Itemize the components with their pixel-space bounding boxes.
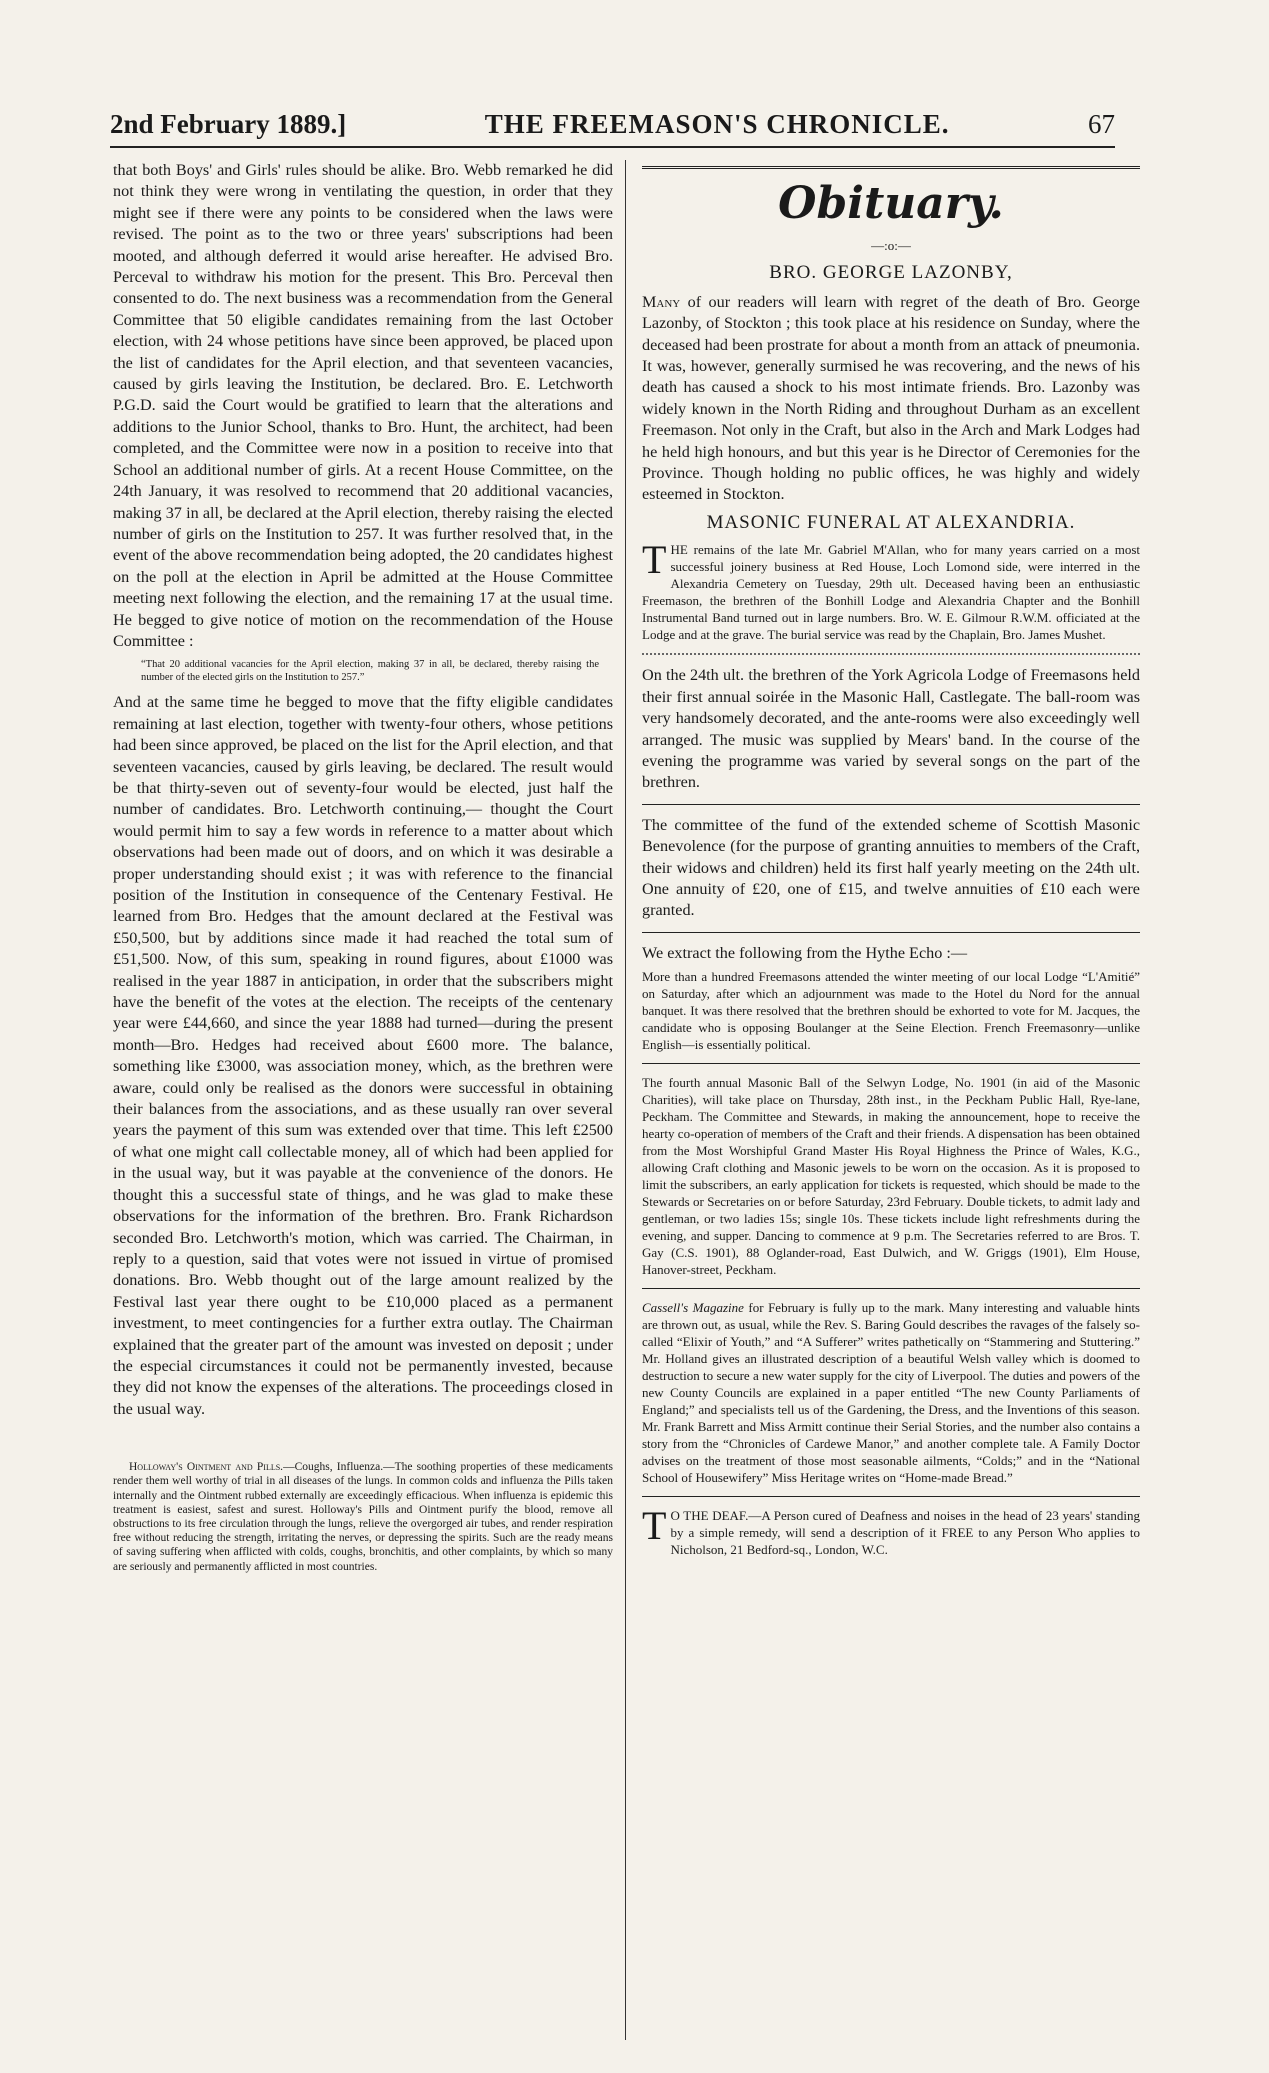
motion-quote: “That 20 additional vacancies for the April election, making 37 in all, be declared, thereby raising the number of the elected girls on the Institution to 257.” xyxy=(141,659,599,684)
section-rule-5 xyxy=(642,1288,1140,1289)
section-rule xyxy=(642,166,1140,169)
deaf-dropcap: T xyxy=(642,1503,667,1549)
holloway-ad-body: —Coughs, Influenza.—The soothing properties of these medicaments render them well worthy of trial in all diseases of the lungs. In common colds and influenza the Pills taken internally and the Ointment rubbed externally are exceedingly efficacious. When influenza is epidemic this treatment is easiest, safest and surest. Holloway's Pills and Ointment purify the blood, remove all obstructions to its free circulation through the lungs, relieve the overgorged air tubes, and render respiration free without reducing the strength, irritating the nerves, or depressing the spirits. Such are the ready means of saving suffering when afflicted with colds, coughs, bronchitis, and other complaints, by which so many are seriously and permanently afflicted in most countries. xyxy=(113,1461,613,1573)
dotted-rule xyxy=(642,653,1140,655)
hythe-echo-extract: More than a hundred Freemasons attended the winter meeting of our local Lodge “L'Amitié” on Saturday, after which an adjournment was made to the Hotel du Nord for the annual banquet. It was there resolved that the brethren should be exhorted to vote for M. Jacques, the candidate who is opposing Boulanger at the Seine Election. French Freemasonry—unlike English—is essentially political. xyxy=(642,969,1140,1053)
section-rule-6 xyxy=(642,1496,1140,1497)
obituary-divider: —:o:— xyxy=(871,238,911,253)
cassells-lead: Cassell's Magazine xyxy=(642,1300,744,1316)
header-rule xyxy=(110,146,1115,148)
girls-school-report-paragraph: that both Boys' and Girls' rules should be alike. Bro. Webb remarked he did not think they were wrong in ventilating the question, in order that they might see if there were any points to be considered when the laws were revised. The point as to the two or three years' subscriptions had been mooted, and although deferred it would arise hereafter. He advised Bro. Perceval to withdraw his motion for the present. This Bro. Perceval then consented to do. The next business was a recommendation from the General Committee that 50 eligible candidates remaining from the last October election, with 24 whose petitions have since been approved, be placed upon the list of candidates for the April election, and that seventeen vacancies, caused by girls leaving the Institution, be declared. Bro. E. Letchworth P.G.D. said the Court would be gratified to learn that the alterations and additions to the Junior School, thanks to Bro. Hunt, the architect, had been completed, and the Committee were now in a position to receive into that School an additional number of girls. At a recent House Committee, on the 24th January, it was resolved to recommend that 20 additional vacancies, making 37 in all, be declared at the April election, thereby raising the elected number of girls on the Institution to 257. It was further resolved that, in the event of the above recommendation being adopted, the 20 candidates highest on the poll at the election in April be admitted at the House Committee meeting next following the election, and the remaining 17 at the usual time. He begged to give notice of motion on the recommendation of the House Committee : xyxy=(113,161,613,650)
column-divider xyxy=(625,160,626,2040)
holloway-advertisement xyxy=(113,1460,613,1574)
publication-title: THE FREEMASON'S CHRONICLE. xyxy=(484,109,950,139)
section-rule-4 xyxy=(642,1063,1140,1064)
left-column xyxy=(113,160,613,2040)
centenary-festival-paragraph: And at the same time he begged to move that the fifty eligible candidates remaining at last election, together with twenty-four others, whose petitions had been since approved, be placed on the list for the April election, and that seventeen vacancies, caused by girls leaving, be declared. The result would be that thirty-seven out of seventy-four would be elected, just half the number of candidates. Bro. Letchworth continuing,— thought the Court would permit him to say a few words in reference to a matter about which observations had been made out of doors, and on which it was desirable a proper understanding should exist ; it was with reference to the financial position of the Institution in consequence of the Centenary Festival. He learned from Bro. Hedges that the amount declared at the Festival was £50,500, but by additions since made it had reached the total sum of £51,500. Now, of this sum, speaking in round figures, about £1000 was realised in the year 1887 in anticipation, in order that the subscribers might have the benefit of the votes at the election. The receipts of the centenary year were £44,660, and since the year 1888 had turned—during the present month—Bro. Hedges had received about £600 more. The balance, something like £3000, was association money, which, as the brethren were aware, could only be realised as the donors were successful in obtaining their balances from the associations, and as these usually ran over several years the payment of this sum was extended over that time. This left £2500 of what one might call collectable money, all of which had been applied for in the usual way, but it was payable at the convenience of the donors. He thought this a successful state of things, and he was glad to make these observations for the information of the brethren. Bro. Frank Richardson seconded Bro. Letchworth's motion, which was carried. The Chairman, in reply to a question, said that votes were not issued in virtue of promised donations. Bro. Webb thought out of the large amount realized by the Festival last year there ought to be £10,000 placed as a permanent investment, to meet contingencies for a further extra outlay. The Chairman explained that the greater part of the amount was invested on deposit ; under the especial circumstances it could not be permanently invested, because they did not know the expenses of the alterations. The proceedings closed in the usual way. xyxy=(113,693,613,1418)
right-column xyxy=(642,160,1140,2050)
cassells-body: for February is fully up to the mark. Many interesting and valuable hints are thrown out, as usual, while the Rev. S. Baring Gould describes the ravages of the falsely so-called “Elixir of Youth,” and “A Sufferer” writes pathetically on “Stammering and Stuttering.” Mr. Holland gives an illustrated description of a beautiful Welsh valley which is doomed to destruction to secure a new water supply for the city of Liverpool. The duties and powers of the new County Councils are explained in a paper entitled “The new County Parliaments of England;” and specialists tell us of the Gardening, the Dress, and the Inventions of this season. Mr. Frank Barrett and Miss Armitt continue their Serial Stories, and the number also contains a story from the “Chronicles of Cardewe Manor,” and another complete tale. A Family Doctor advises on the treatment of those most seasonable ailments, “Colds;” and in the “National School of Housewifery” Miss Heritage writes on “Home-made Bread.” xyxy=(642,1300,1140,1486)
york-soiree-paragraph: On the 24th ult. the brethren of the York Agricola Lodge of Freemasons held their first annual soirée in the Masonic Hall, Castlegate. The ball-room was very handsomely decorated, and the ante-rooms were also exceedingly well arranged. The music was supplied by Mears' band. In the course of the evening the programme was varied by several songs on the part of the brethren. xyxy=(642,666,1140,792)
section-rule-3 xyxy=(642,932,1140,933)
obituary-paragraph xyxy=(642,292,1140,506)
deaf-advertisement xyxy=(642,1503,1140,1558)
cassells-magazine-paragraph xyxy=(642,1299,1140,1486)
funeral-heading: MASONIC FUNERAL AT ALEXANDRIA. xyxy=(706,511,1076,533)
selwyn-ball-paragraph: The fourth annual Masonic Ball of the Selwyn Lodge, No. 1901 (in aid of the Masonic Charities), will take place on Thursday, 28th inst., in the Peckham Public Hall, Rye-lane, Peckham. The Committee and Stewards, in making the announcement, hope to receive the hearty co-operation of members of the Craft and their friends. A dispensation has been obtained from the Most Worshipful Grand Master His Royal Highness the Prince of Wales, K.G., allowing Craft clothing and Masonic jewels to be worn on the occasion. As it is proposed to limit the subscribers, an early application for tickets is requested, which should be made to the Stewards or Secretaries on or before Saturday, 23rd February. Double tickets, to admit lady and gentleman, or two ladies 15s; single 10s. These tickets include light refreshments during the evening, and supper. Dancing to commence at 9 p.m. The Secretaries referred to are Bros. T. Gay (C.S. 1901), 88 Oglander-road, East Dulwich, and W. Griggs (1901), Elm House, Hanover-street, Peckham. xyxy=(642,1075,1140,1278)
obituary-body: of our readers will learn with regret of the death of Bro. George Lazonby, of Stockton ; this took place at his residence on Sunday, where the deceased had been prostrate for about a month from an attack of pneumonia. It was, however, generally surmised he was recovering, and the news of his death has caused a shock to his most intimate friends. Bro. Lazonby was widely known in the North Riding and throughout Durham as an excellent Freemason. Not only in the Craft, but also in the Arch and Mark Lodges had he held high honours, and but this year is he Director of Ceremonies for the Province. Though holding no public offices, he was highly and widely esteemed in Stockton. xyxy=(642,292,1140,504)
obituary-subtitle: BRO. GEORGE LAZONBY, xyxy=(769,262,1013,284)
deaf-body: O THE DEAF.—A Person cured of Deafness and noises in the head of 23 years' standing by a simple remedy, will send a description of it FREE to any Person Who applies to Nicholson, 21 Bedford-sq., London, W.C. xyxy=(670,1508,1140,1558)
obituary-title: Obituary. xyxy=(778,178,1004,229)
funeral-paragraph xyxy=(642,537,1140,643)
page-number: 67 xyxy=(1087,109,1115,139)
section-rule-2 xyxy=(642,804,1140,805)
benevolence-fund-paragraph: The committee of the fund of the extended scheme of Scottish Masonic Benevolence (for the purpose of granting annuities to members of the Craft, their widows and children) held its first half yearly meeting on the 24th ult. One annuity of £20, one of £15, and twelve annuities of £10 each were granted. xyxy=(642,815,1140,920)
issue-date: 2nd February 1889.] xyxy=(110,109,347,139)
funeral-dropcap: T xyxy=(642,537,667,583)
holloway-ad-lead: Holloway's Ointment and Pills. xyxy=(129,1461,284,1474)
funeral-body: HE remains of the late Mr. Gabriel M'Allan, who for many years carried on a most successful joinery business at Red House, Loch Lomond side, were interred in the Alexandria Cemetery on Tuesday, 29th ult. Deceased having been an enthusiastic Freemason, the brethren of the Bonhill Lodge and Alexandria Chapter and the Bonhill Instrumental Band turned out in large numbers. Bro. W. E. Gilmour R.W.M. officiated at the Lodge and at the grave. The burial service was read by the Chaplain, Bro. James Mushet. xyxy=(642,542,1140,643)
page-header xyxy=(110,100,1115,140)
hythe-echo-intro: We extract the following from the Hythe Echo :— xyxy=(642,943,968,962)
obituary-lead: Many xyxy=(642,292,681,311)
